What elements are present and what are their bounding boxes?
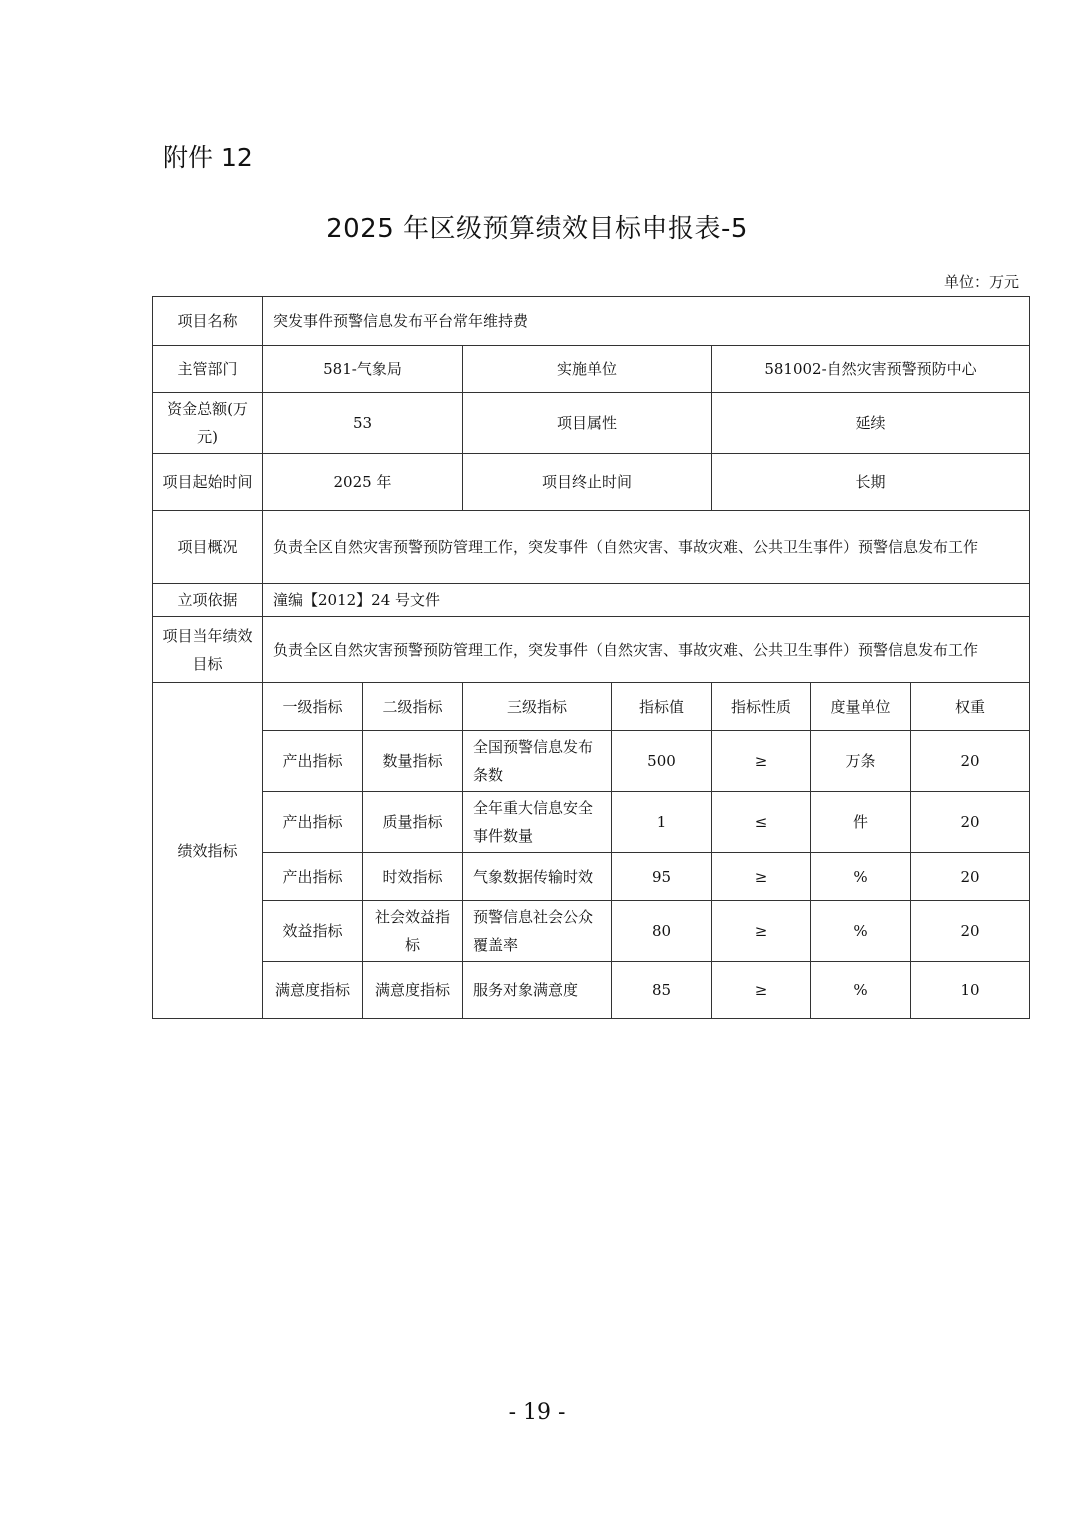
perf-level2: 数量指标 [363, 731, 463, 792]
perf-unit: 万条 [811, 731, 911, 792]
perf-unit: 件 [811, 792, 911, 853]
perf-nature: ≥ [712, 962, 811, 1019]
project-name-value: 突发事件预警信息发布平台常年维持费 [263, 297, 1030, 346]
perf-nature: ≥ [712, 901, 811, 962]
perf-nature: ≤ [712, 792, 811, 853]
perf-weight: 20 [911, 792, 1030, 853]
perf-level2: 质量指标 [363, 792, 463, 853]
impl-value: 581002-自然灾害预警预防中心 [712, 346, 1030, 393]
start-label: 项目起始时间 [153, 454, 263, 511]
perf-header: 二级指标 [363, 683, 463, 731]
perf-level1: 产出指标 [263, 853, 363, 901]
perf-header: 三级指标 [463, 683, 612, 731]
perf-header: 指标性质 [712, 683, 811, 731]
perf-nature: ≥ [712, 853, 811, 901]
budget-table [152, 296, 1030, 1019]
perf-level3: 全国预警信息发布条数 [463, 731, 612, 792]
basis-label: 立项依据 [153, 584, 263, 617]
perf-level3: 气象数据传输时效 [463, 853, 612, 901]
project-name-label: 项目名称 [153, 297, 263, 346]
perf-value: 95 [612, 853, 712, 901]
end-value: 长期 [712, 454, 1030, 511]
perf-unit: % [811, 901, 911, 962]
table-row [153, 731, 1030, 792]
page-number: - 19 - [508, 1400, 566, 1425]
perf-value: 1 [612, 792, 712, 853]
dept-value: 581-气象局 [263, 346, 463, 393]
attr-value: 延续 [712, 393, 1030, 454]
perf-value: 500 [612, 731, 712, 792]
table-row [153, 853, 1030, 901]
perf-weight: 20 [911, 731, 1030, 792]
perf-value: 80 [612, 901, 712, 962]
perf-level1: 产出指标 [263, 792, 363, 853]
attachment-label: 附件 12 [163, 143, 253, 172]
perf-level1: 满意度指标 [263, 962, 363, 1019]
perf-unit: % [811, 962, 911, 1019]
basis-value: 潼编【2012】24 号文件 [263, 584, 1030, 617]
goal-value: 负责全区自然灾害预警预防管理工作，突发事件（自然灾害、事故灾难、公共卫生事件）预警信息发布工作 [263, 617, 1030, 683]
perf-weight: 10 [911, 962, 1030, 1019]
perf-header: 度量单位 [811, 683, 911, 731]
perf-level2: 满意度指标 [363, 962, 463, 1019]
end-label: 项目终止时间 [463, 454, 712, 511]
overview-label: 项目概况 [153, 511, 263, 584]
dept-label: 主管部门 [153, 346, 263, 393]
table-row [153, 792, 1030, 853]
attr-label: 项目属性 [463, 393, 712, 454]
overview-value: 负责全区自然灾害预警预防管理工作，突发事件（自然灾害、事故灾难、公共卫生事件）预警信息发布工作 [263, 511, 1030, 584]
perf-level3: 全年重大信息安全事件数量 [463, 792, 612, 853]
document-title: 2025 年区级预算绩效目标申报表-5 [326, 214, 748, 244]
impl-label: 实施单位 [463, 346, 712, 393]
perf-level3: 预警信息社会公众覆盖率 [463, 901, 612, 962]
perf-level1: 产出指标 [263, 731, 363, 792]
perf-level3: 服务对象满意度 [463, 962, 612, 1019]
perf-weight: 20 [911, 901, 1030, 962]
perf-weight: 20 [911, 853, 1030, 901]
funds-label: 资金总额(万元) [153, 393, 263, 454]
start-value: 2025 年 [263, 454, 463, 511]
perf-level1: 效益指标 [263, 901, 363, 962]
perf-label: 绩效指标 [153, 683, 263, 1019]
perf-level2: 时效指标 [363, 853, 463, 901]
table-row [153, 962, 1030, 1019]
perf-value: 85 [612, 962, 712, 1019]
funds-value: 53 [263, 393, 463, 454]
unit-label: 单位：万元 [943, 273, 1019, 291]
perf-level2: 社会效益指标 [363, 901, 463, 962]
goal-label: 项目当年绩效目标 [153, 617, 263, 683]
perf-header: 指标值 [612, 683, 712, 731]
table-row [153, 901, 1030, 962]
perf-header: 权重 [911, 683, 1030, 731]
perf-header: 一级指标 [263, 683, 363, 731]
perf-nature: ≥ [712, 731, 811, 792]
perf-unit: % [811, 853, 911, 901]
